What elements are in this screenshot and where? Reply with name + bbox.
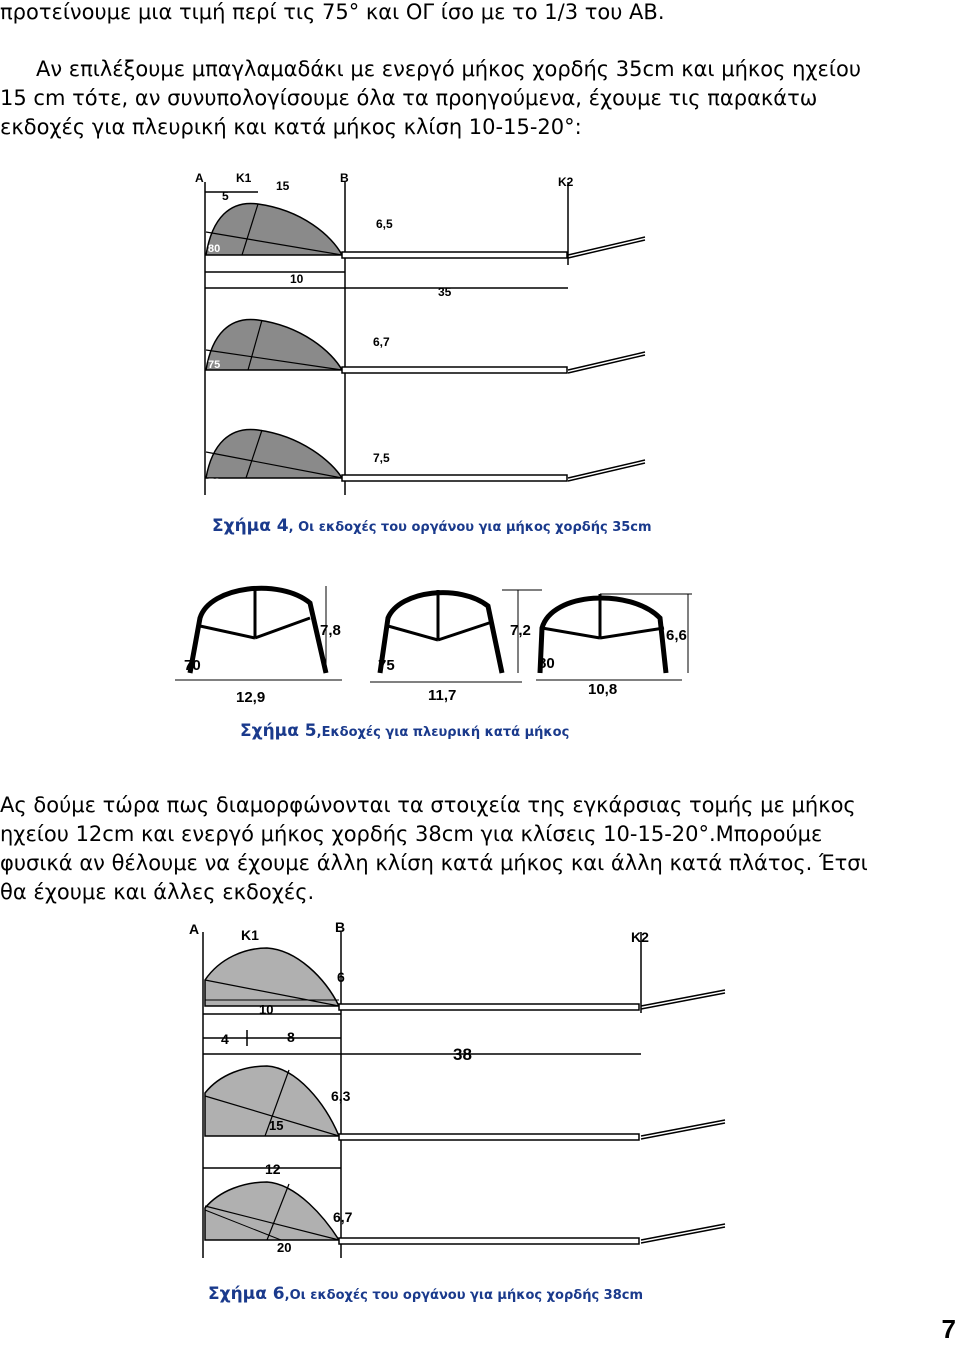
fig4-row-3 xyxy=(206,429,645,489)
fig6-label-b: B xyxy=(335,919,346,935)
fig4-row-2 xyxy=(206,319,645,373)
fig4-dim-10: 10 xyxy=(290,272,304,286)
fig5-section-3-width: 10,8 xyxy=(588,681,618,698)
page-number: 7 xyxy=(941,1314,956,1344)
fig6-dim-38: 38 xyxy=(453,1045,472,1064)
fig5-section-1-width: 12,9 xyxy=(236,689,266,706)
figure-5-cross-section-diagram xyxy=(170,578,700,708)
fig6-row-1-height: 6 xyxy=(337,969,345,985)
fig4-row-1-angle: 80 xyxy=(208,243,221,255)
paragraph-2-line-3: φυσικά αν θέλουμε να έχουμε άλλη κλίση κατά μήκος και άλλη κατά πλάτος. Έτσι xyxy=(0,851,868,875)
fig6-row-1-angle: 10 xyxy=(259,1002,274,1017)
fig6-row-2 xyxy=(205,1066,725,1140)
fig4-row-3-angle: 70 xyxy=(208,477,221,489)
fig4-dim-5: 5 xyxy=(222,189,229,203)
fig6-dim-4: 4 xyxy=(221,1031,229,1047)
fig6-dim-8: 8 xyxy=(287,1029,295,1045)
fig5-section-3-angle: 80 xyxy=(538,655,555,672)
fig4-label-a: A xyxy=(195,171,204,185)
fig5-section-1-angle: 70 xyxy=(184,657,201,674)
fig6-label-a: A xyxy=(189,921,200,937)
figure-4-longitudinal-diagram xyxy=(190,170,830,500)
fig4-row-3-height: 7,5 xyxy=(373,451,390,465)
fig6-row-3 xyxy=(205,1182,725,1255)
fig5-section-2-height: 7,2 xyxy=(510,622,531,639)
fig5-section-2-width: 11,7 xyxy=(428,687,457,704)
paragraph-2-line-2: ηχείου 12cm και ενεργό μήκος χορδής 38cm για κλίσεις 10-15-20°.Μπορούμε xyxy=(0,822,823,846)
fig5-section-2-angle: 75 xyxy=(378,657,395,674)
figure-6-caption-text: ,Οι εκδοχές του οργάνου για μήκος χορδής 38cm xyxy=(284,1288,644,1303)
fig5-section-1-height: 7,8 xyxy=(320,622,341,639)
fig4-label-k2: K2 xyxy=(558,175,574,189)
figure-4-caption xyxy=(212,516,652,536)
figure-6-caption-label: Σχήμα 6 xyxy=(208,1284,285,1304)
paragraph-1-line-3: εκδοχές για πλευρική και κατά μήκος κλίση 10-15-20°: xyxy=(0,115,582,139)
figure-4-caption-text: , Οι εκδοχές του οργάνου για μήκος χορδής 35cm xyxy=(288,520,652,535)
fig4-row-2-angle: 75 xyxy=(208,359,221,371)
fig6-row-2-angle: 15 xyxy=(269,1118,284,1133)
fig6-label-k1: K1 xyxy=(241,927,259,943)
paragraph-1 xyxy=(0,55,861,142)
fig4-row-1 xyxy=(206,203,645,258)
fig4-row-2-height: 6,7 xyxy=(373,335,390,349)
fig4-row-1-height: 6,5 xyxy=(376,217,393,231)
fig4-label-k1: K1 xyxy=(236,171,252,185)
fig4-dim-15: 15 xyxy=(276,179,290,193)
fig6-label-k2: K2 xyxy=(631,929,649,945)
paragraph-1-line-2: 15 cm τότε, αν συνυπολογίσουμε όλα τα προηγούμενα, έχουμε τις παρακάτω xyxy=(0,86,818,110)
figure-5-caption-label: Σχήμα 5 xyxy=(240,721,317,741)
fig5-section-3-height: 6,6 xyxy=(666,627,687,644)
paragraph-1-line-1: Αν επιλέξουμε μπαγλαμαδάκι με ενεργό μήκος χορδής 35cm και μήκος ηχείου xyxy=(36,57,861,81)
paragraph-2-line-4: θα έχουμε και άλλες εκδοχές. xyxy=(0,880,315,904)
fig6-row-3-height: 6,7 xyxy=(333,1209,353,1225)
fig6-row-3-angle: 20 xyxy=(277,1240,292,1255)
fig6-row-1 xyxy=(205,948,725,1017)
paragraph-2 xyxy=(0,791,868,907)
fig4-label-b: B xyxy=(340,171,349,185)
fig6-row-2-height: 6,3 xyxy=(331,1088,351,1104)
fig4-dim-35: 35 xyxy=(438,285,452,299)
intro-line: προτείνουμε μια τιμή περί τις 75° και ΟΓ ίσο με το 1/3 του ΑΒ. xyxy=(0,0,665,24)
fig6-dim-12: 12 xyxy=(265,1161,281,1177)
figure-4-caption-label: Σχήμα 4 xyxy=(212,516,289,536)
figure-5-caption xyxy=(240,721,569,741)
figure-5-caption-text: ,Εκδοχές για πλευρική κατά μήκος xyxy=(316,725,570,740)
paragraph-2-line-1: Ας δούμε τώρα πως διαμορφώνονται τα στοιχεία της εγκάρσιας τομής με μήκος xyxy=(0,793,856,817)
figure-6-longitudinal-diagram xyxy=(185,918,845,1263)
figure-6-caption xyxy=(208,1284,643,1304)
